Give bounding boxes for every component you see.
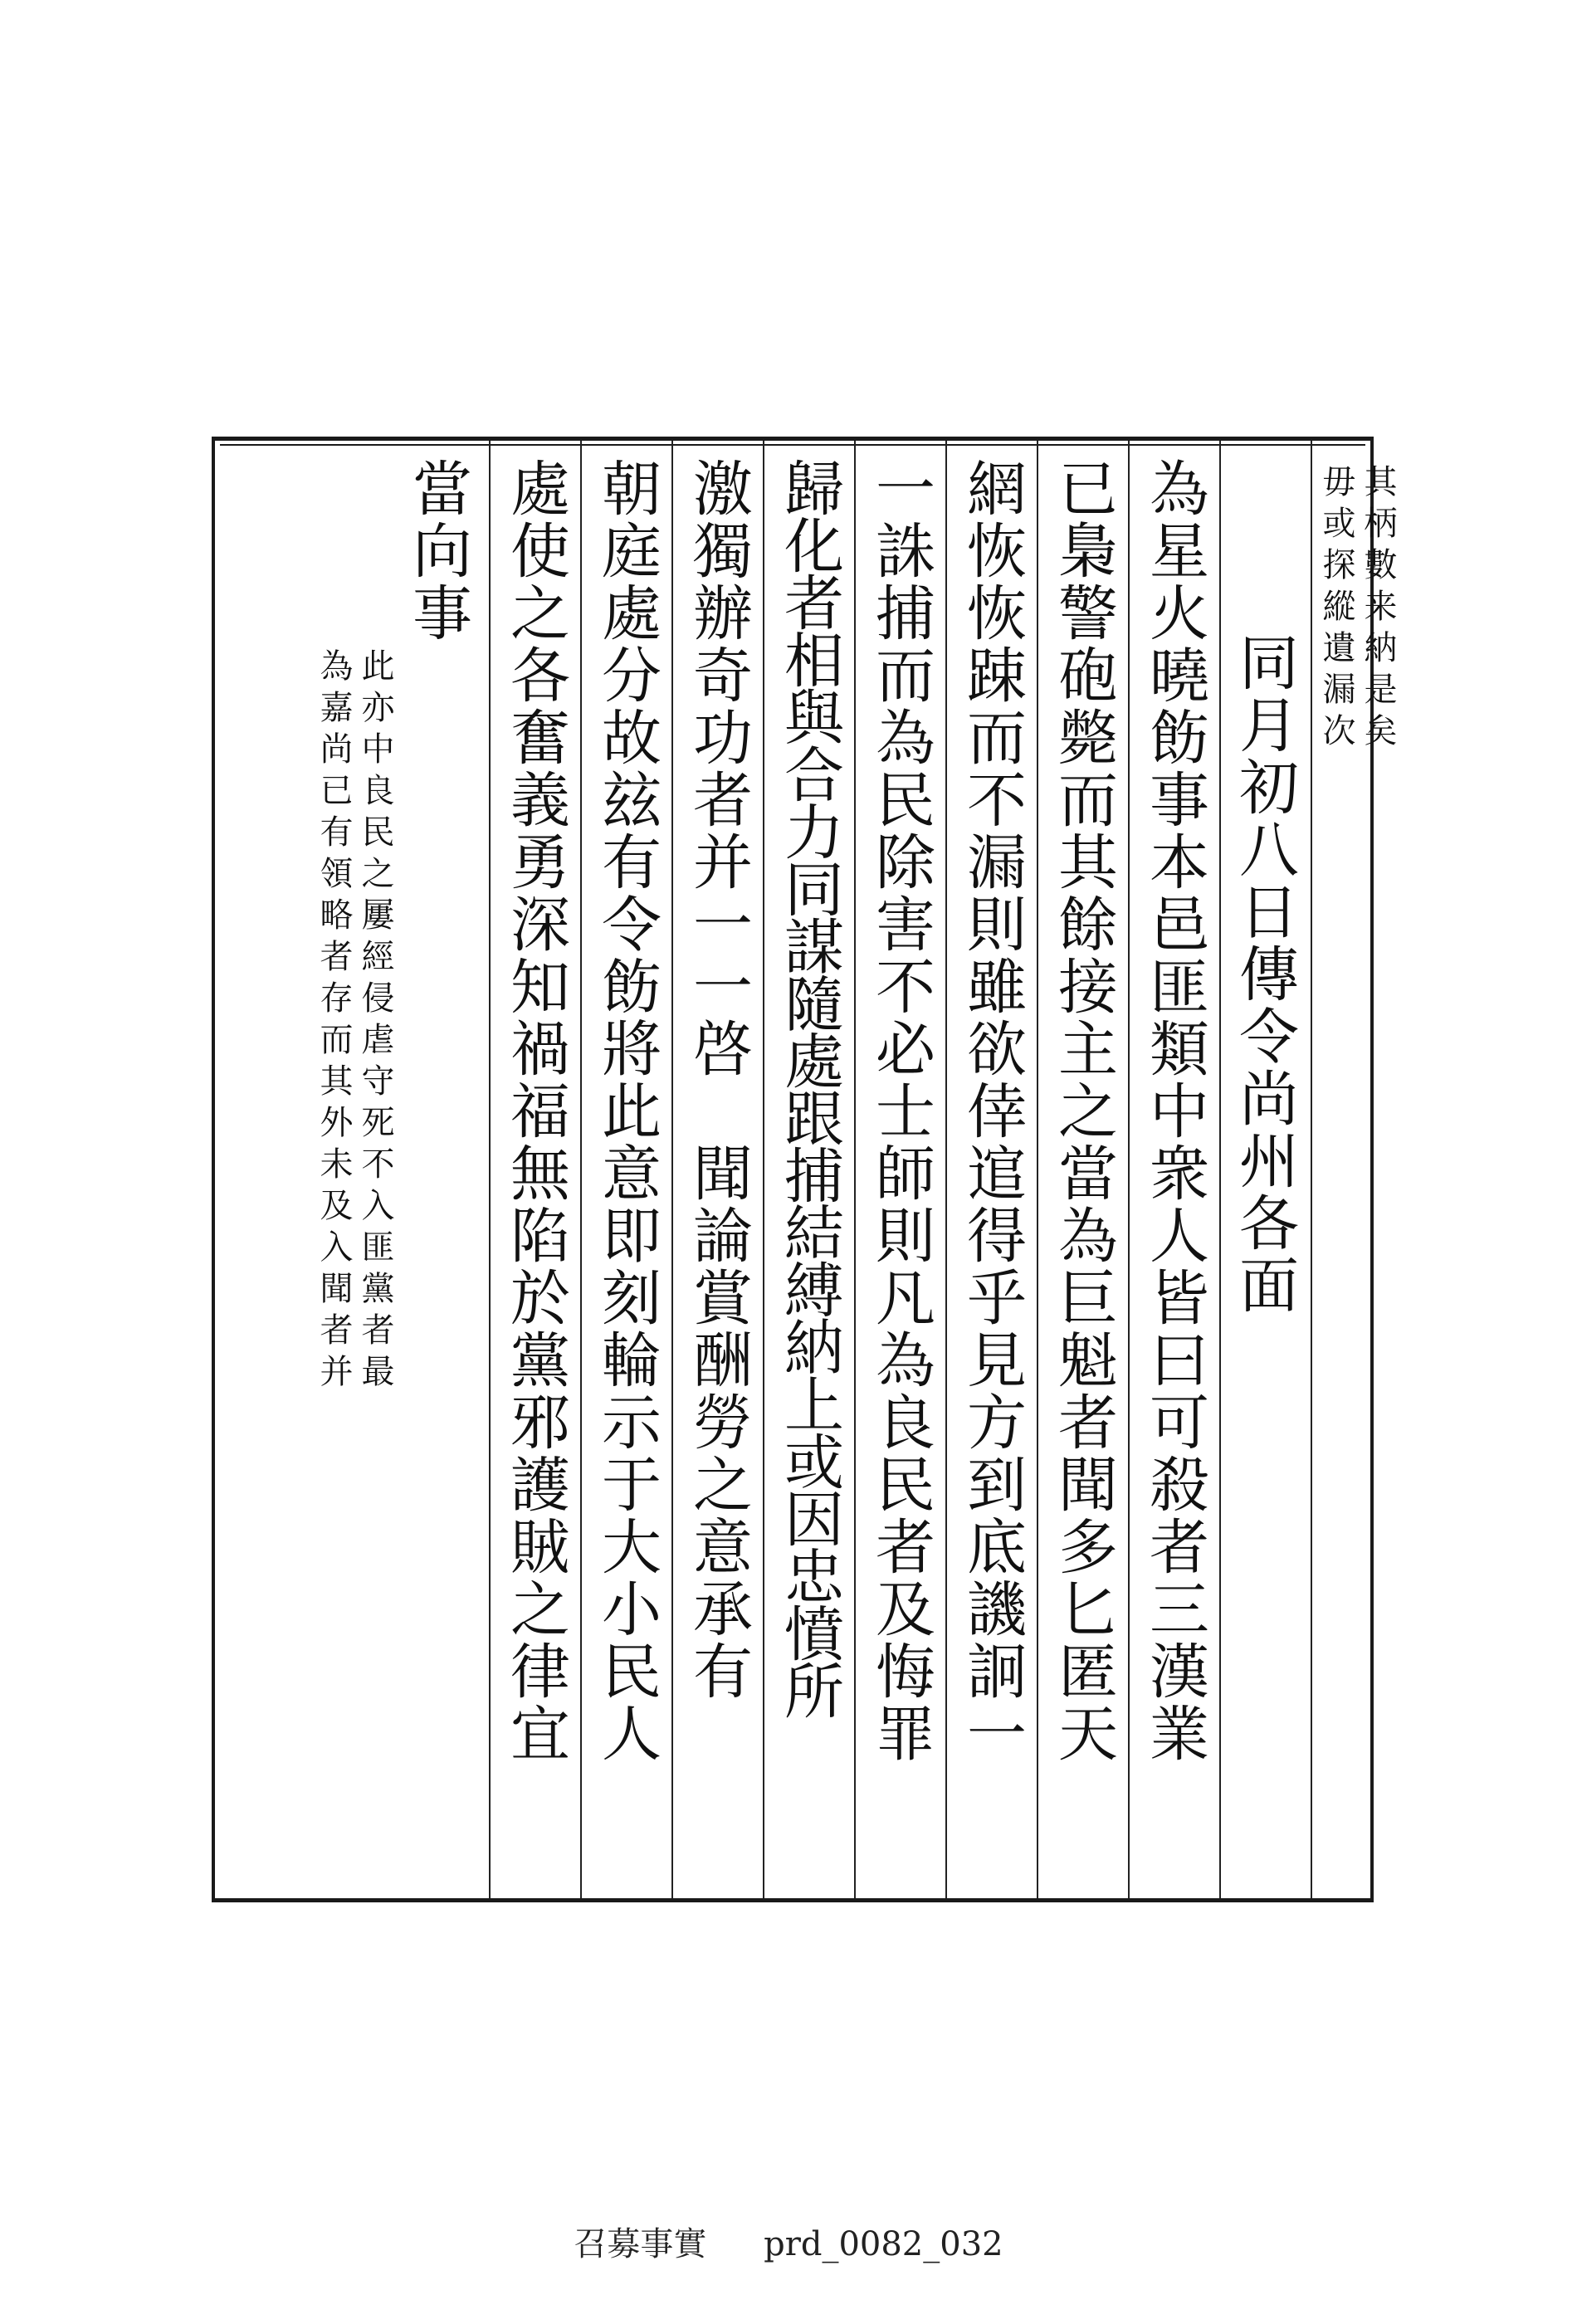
small-line-1: 其柄數来納是矣: [1359, 464, 1397, 754]
text-block-frame: [212, 437, 1397, 1902]
column-text-3: [945, 441, 1037, 1898]
column-text-2: [1037, 441, 1128, 1898]
small-line-2: 為嘉尚已有領略者存而其外未及入聞者并: [315, 648, 353, 1395]
column-text: 網恢恢踈而不漏則雖欲倖逭得乎見方到底譏詗一: [957, 457, 1027, 1765]
column-text-6: [671, 441, 763, 1898]
column-text-4: [854, 441, 945, 1898]
column-text-1: [1128, 441, 1219, 1898]
column-text: 為星火曉飭事本邑匪類中衆人皆曰可殺者三漢業: [1140, 457, 1209, 1765]
column-text: 當向事: [403, 457, 472, 644]
footer-code: prd_0082_032: [764, 2225, 1003, 2263]
column-text: 朝庭處分故玆有令飭將此意即刻輪示于大小民人: [592, 457, 662, 1765]
column-text-9: [215, 441, 489, 1898]
column-text: 已梟警砲斃而其餘接主之當為巨魁者聞多匕匿天: [1048, 457, 1118, 1765]
small-text-column: [1316, 464, 1399, 796]
page-footer: [0, 2218, 1577, 2265]
small-line-2: 毋或探縱遺漏次: [1317, 464, 1355, 754]
small-line-1: 此亦中良民之屢經侵虐守死不入匪黨者最: [356, 648, 394, 1395]
small-text-column: [313, 648, 396, 1877]
column-text: 歸化者相與合力同謀隨處跟捕結縛納上或因忠憤所: [774, 457, 844, 1717]
heading-text: 同月初八日傳令尚州各面: [1229, 632, 1299, 1316]
column-text: 處使之各奮義勇深知禍福無陷於黨邪護賊之律宜: [500, 457, 570, 1765]
column-heading: [1219, 441, 1311, 1898]
footer-title: 召募事實: [574, 2225, 707, 2263]
column-text-8: [489, 441, 580, 1898]
column-text: 一誅捕而為民除害不必士師則凡為良民者及悔罪: [866, 457, 935, 1765]
column-small-annotation: [1311, 441, 1397, 1898]
column-text: 激獨辦奇功者并一一啓 聞論賞酬勞之意承有: [683, 457, 753, 1702]
column-text-5: [763, 441, 854, 1898]
column-text-7: [580, 441, 671, 1898]
